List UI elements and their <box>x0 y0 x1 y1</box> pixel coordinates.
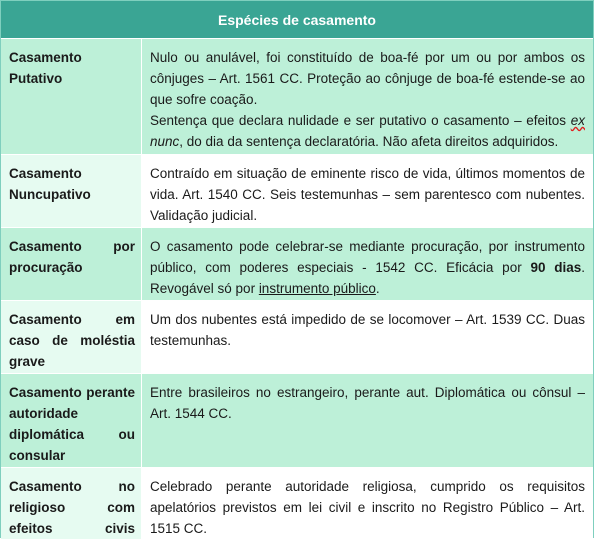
table-row-putativo <box>1 38 593 154</box>
row-description-religioso: Celebrado perante autoridade religiosa, cumprido os requisitos apelatórios previstos em lei civil e inscrito no Registro Público – Art. 1515 CC. <box>142 468 593 539</box>
table-row-procuracao <box>1 227 593 300</box>
row-label-molestia-grave: Casamento em caso de moléstia grave <box>1 301 142 373</box>
instrumento-publico-link[interactable]: instrumento público <box>258 281 376 296</box>
table-row-molestia-grave <box>1 300 593 373</box>
row-description-diplomatica: Entre brasileiros no estrangeiro, perante aut. Diplomática ou cônsul – Art. 1544 CC. <box>142 374 593 467</box>
row-label-diplomatica: Casamento perante autoridade diplomática ou consular <box>1 374 142 467</box>
row-description-putativo: Nulo ou anulável, foi constituído de boa-fé por um ou por ambos os cônjuges – Art. 1561 CC. Proteção ao cônjuge de boa-fé estende-se ao que sofre coação. Sentença que declara nulidade e ser putativo o casamento – efeitos ex nunc, do dia da sentença declaratória. Não afeta direitos adquiridos. <box>142 39 593 154</box>
table-title: Espécies de casamento <box>1 1 593 38</box>
row-label-nuncupativo: Casamento Nuncupativo <box>1 155 142 227</box>
row-description-procuracao: O casamento pode celebrar-se mediante procuração, por instrumento público, com poderes especiais - 1542 CC. Eficácia por 90 dias. Revogável só por instrumento público. <box>142 228 593 300</box>
table-row-nuncupativo <box>1 154 593 227</box>
row-description-nuncupativo: Contraído em situação de eminente risco de vida, últimos momentos de vida. Art. 1540 CC. Seis testemunhas – sem parentesco com nubentes. Validação judicial. <box>142 155 593 227</box>
table-row-religioso <box>1 467 593 539</box>
row-description-molestia-grave: Um dos nubentes está impedido de se locomover – Art. 1539 CC. Duas testemunhas. <box>142 301 593 373</box>
row-label-religioso: Casamento no religioso com efeitos civis <box>1 468 142 539</box>
table-row-diplomatica <box>1 373 593 467</box>
row-label-procuracao: Casamento por procuração <box>1 228 142 300</box>
row-label-putativo: Casamento Putativo <box>1 39 142 154</box>
